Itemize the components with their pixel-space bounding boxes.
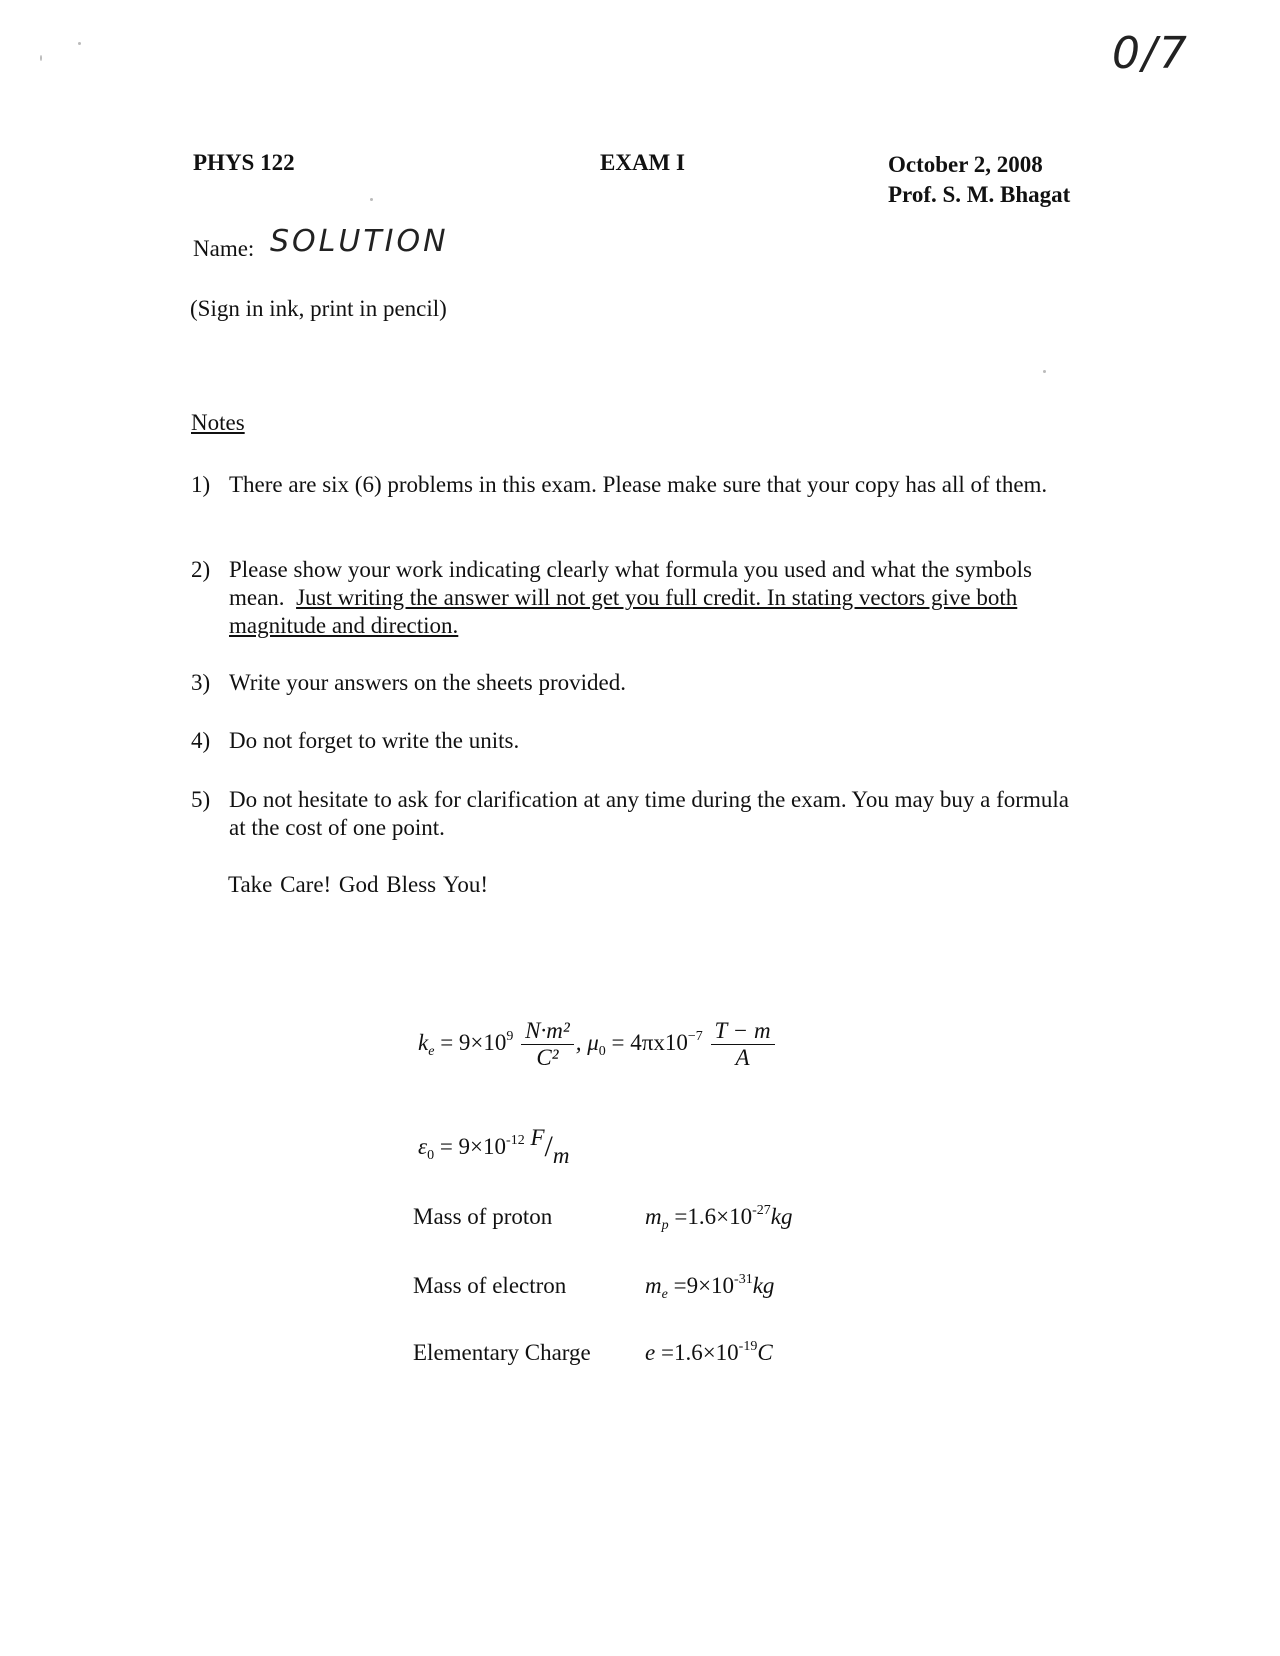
note-text-underlined: Just writing the answer will not get you full credit. In stating vectors give both magnitude and direction. xyxy=(229,585,1018,638)
const-exponent: -27 xyxy=(752,1203,771,1218)
note-text: There are six (6) problems in this exam. Please make sure that your copy has all of them. xyxy=(229,472,1048,497)
const-unit: kg xyxy=(770,1204,793,1229)
name-label: Name: xyxy=(193,236,255,261)
const-number: =1.6×10 xyxy=(660,1340,739,1365)
constant-value-electron-mass xyxy=(645,1272,775,1302)
note-text: Do not hesitate to ask for clarification at any time during the exam. You may buy a formula at the cost of one point. xyxy=(229,787,1069,840)
mu-value: = 4πx10 xyxy=(611,1029,688,1055)
const-symbol: m xyxy=(645,1204,662,1229)
note-number: 3) xyxy=(191,670,211,695)
ke-value: = 9×10 xyxy=(440,1029,507,1055)
scan-speck xyxy=(1043,370,1046,373)
constant-label-proton-mass: Mass of proton xyxy=(413,1204,553,1229)
const-unit: kg xyxy=(752,1273,775,1298)
const-exponent: -19 xyxy=(738,1339,758,1354)
formula-epsilon0 xyxy=(418,1125,570,1168)
const-unit: C xyxy=(757,1340,773,1365)
mu-exponent: −7 xyxy=(687,1028,703,1044)
sign-instruction: (Sign in ink, print in pencil) xyxy=(190,296,447,321)
mu-symbol: , μ xyxy=(575,1029,599,1055)
note-number: 5) xyxy=(191,787,211,812)
ke-subscript: e xyxy=(428,1043,435,1059)
mu-unit-numerator: T − m xyxy=(711,1018,775,1045)
constant-label-elementary-charge: Elementary Charge xyxy=(413,1340,591,1365)
notes-heading: Notes xyxy=(191,410,245,435)
eps-exponent: -12 xyxy=(506,1133,525,1148)
mu-unit-fraction xyxy=(711,1018,775,1071)
note-text-plain: Please show your work indicating clearly what formula you used and what the symbols mean. xyxy=(229,557,1032,610)
note-text: Do not forget to write the units. xyxy=(229,728,520,753)
closing-remark: Take Care! God Bless You! xyxy=(228,872,489,897)
eps-subscript: 0 xyxy=(427,1148,435,1163)
scan-speck xyxy=(370,198,373,201)
scan-speck xyxy=(78,42,81,45)
constant-value-proton-mass xyxy=(645,1203,793,1233)
mu-unit-denominator: A xyxy=(735,1045,750,1070)
const-number: =9×10 xyxy=(673,1273,735,1298)
ke-exponent: 9 xyxy=(506,1028,514,1044)
exam-date: October 2, 2008 xyxy=(888,152,1043,177)
note-text xyxy=(229,556,1089,640)
note-number: 2) xyxy=(191,557,211,582)
ke-unit-fraction xyxy=(521,1018,574,1071)
eps-unit xyxy=(530,1125,570,1168)
const-subscript: e xyxy=(661,1287,668,1302)
const-subscript: p xyxy=(661,1218,669,1233)
eps-value: = 9×10 xyxy=(439,1134,507,1159)
name-signature: SOLUTION xyxy=(270,224,449,259)
eps-unit-slash: / xyxy=(544,1130,553,1163)
note-number: 1) xyxy=(191,472,211,497)
formula-ke-mu0 xyxy=(418,1018,777,1071)
exam-date-professor xyxy=(888,150,1070,210)
ke-symbol: k xyxy=(418,1029,429,1055)
const-number: =1.6×10 xyxy=(674,1204,753,1229)
eps-symbol: ε xyxy=(418,1134,428,1159)
constant-label-electron-mass: Mass of electron xyxy=(413,1273,567,1298)
constant-value-elementary-charge xyxy=(645,1340,773,1366)
note-number: 4) xyxy=(191,728,211,753)
professor-name: Prof. S. M. Bhagat xyxy=(888,182,1071,207)
const-symbol: m xyxy=(645,1273,662,1298)
scan-speck xyxy=(40,55,42,61)
course-code: PHYS 122 xyxy=(193,150,295,175)
mu-subscript: 0 xyxy=(598,1043,606,1059)
const-symbol: e xyxy=(645,1340,656,1365)
score-mark: 0/7 xyxy=(1112,28,1189,79)
ke-unit-numerator: N·m² xyxy=(521,1018,574,1045)
exam-title: EXAM I xyxy=(600,150,685,175)
const-exponent: -31 xyxy=(734,1272,753,1287)
note-text: Write your answers on the sheets provided. xyxy=(229,670,626,695)
eps-unit-denominator: m xyxy=(552,1143,570,1168)
ke-unit-denominator: C² xyxy=(536,1045,559,1070)
eps-unit-numerator: F xyxy=(530,1125,545,1150)
